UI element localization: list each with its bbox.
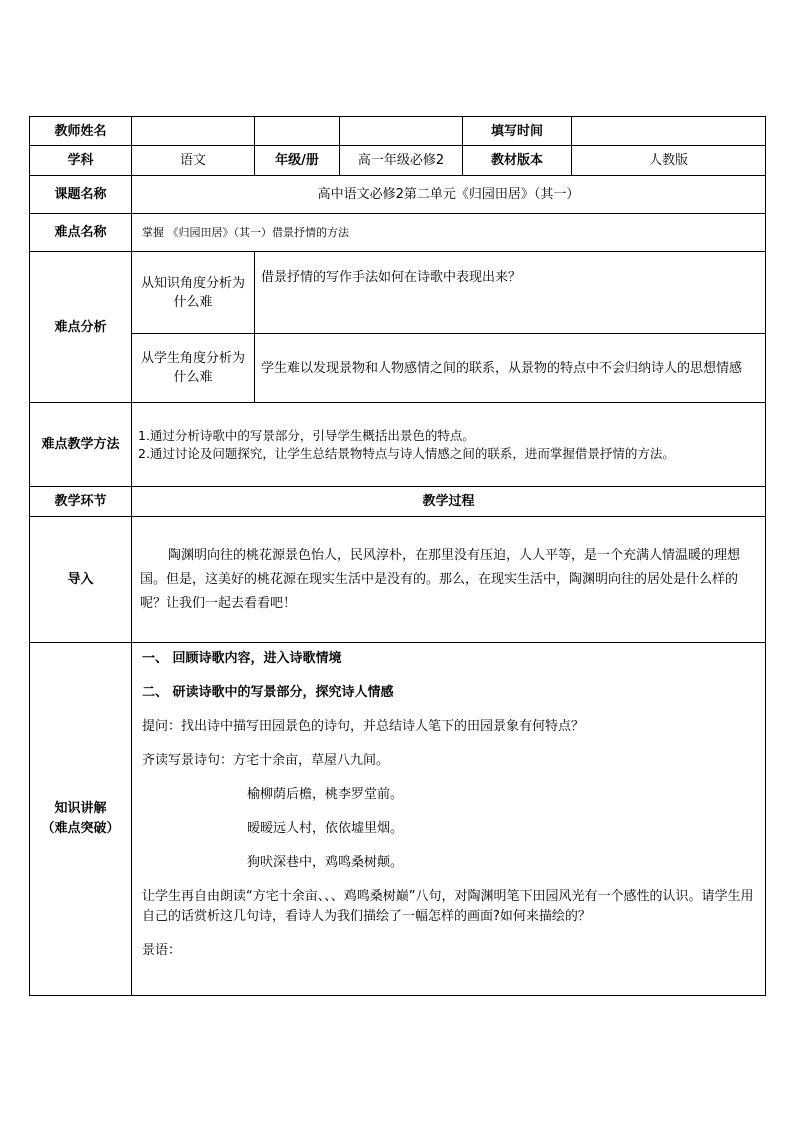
row-teacher: [30, 117, 766, 146]
verse-line-1: 榆柳荫后檐，桃李罗堂前。: [247, 787, 404, 802]
fill-time-label: 填写时间: [463, 117, 572, 146]
stage-header: 教学环节: [30, 487, 132, 517]
knowledge-content: [132, 643, 766, 996]
row-method: [30, 403, 766, 487]
intro-text: 陶渊明向往的桃花源景色怡人，民风淳朴，在那里没有压迫，人人平等，是一个充满人情温暖的理想国。但是，这美好的桃花源在现实生活中是没有的。那么，在现实生活中，陶渊明向往的居处是什么样的呢？让我们一起去看看吧！: [140, 547, 741, 611]
method-label: 难点教学方法: [30, 403, 132, 487]
question-text: 提问：找出诗中描写田园景色的诗句，并总结诗人笔下的田园景象有何特点？: [142, 719, 585, 734]
teacher-name-value: [132, 117, 255, 146]
scenery-label: 景语：: [142, 943, 182, 958]
verse-line-3: 狗吠深巷中，鸡鸣桑树颠。: [247, 855, 404, 870]
row-analysis-student: [30, 334, 766, 403]
knowledge-label-line-2: （难点突破）: [41, 821, 120, 836]
textbook-label: 教材版本: [463, 146, 572, 176]
subject-value: 语文: [132, 146, 255, 176]
method-value: [132, 403, 766, 487]
blank-cell-1: [255, 117, 340, 146]
row-analysis-knowledge: [30, 252, 766, 334]
process-header: 教学过程: [132, 487, 766, 517]
knowledge-label: [30, 643, 132, 996]
method-line-1: 1.通过分析诗歌中的写景部分，引导学生概括出景色的特点。: [138, 427, 475, 443]
grade-label: 年级/册: [255, 146, 340, 176]
difficulty-value: 掌握 《归园田居》（其一）借景抒情的方法: [132, 214, 766, 252]
grade-value: 高一年级必修2: [340, 146, 463, 176]
difficulty-label: 难点名称: [30, 214, 132, 252]
verse-line-2: 暧暧远人村，依依墟里烟。: [247, 821, 404, 836]
intro-label: 导入: [30, 517, 132, 643]
read-intro-text: 齐读写景诗句：方宅十余亩，草屋八九间。: [142, 753, 390, 768]
subject-label: 学科: [30, 146, 132, 176]
row-difficulty: [30, 214, 766, 252]
knowledge-label-line-1: 知识讲解: [54, 801, 107, 816]
knowledge-angle-label: 从知识角度分析为什么难: [132, 252, 255, 334]
row-lesson-title: [30, 176, 766, 214]
lesson-title-label: 课题名称: [30, 176, 132, 214]
teacher-name-label: 教师姓名: [30, 117, 132, 146]
row-process-header: [30, 487, 766, 517]
lesson-plan-table: [29, 116, 766, 996]
task-text: 让学生再自由朗读“方宅十余亩、、、鸡鸣桑树巅”八句，对陶渊明笔下田园风光有一个感性的认识。请学生用自己的话赏析这几句诗，看诗人为我们描绘了一幅怎样的画面?如何来描绘的？: [142, 889, 754, 924]
student-angle-label: 从学生角度分析为什么难: [132, 334, 255, 403]
row-subject: [30, 146, 766, 176]
step-2-heading: 二、 研读诗歌中的写景部分，探究诗人情感: [142, 685, 394, 700]
fill-time-value: [572, 117, 766, 146]
step-1-heading: 一、 回顾诗歌内容，进入诗歌情境: [142, 651, 342, 666]
analysis-label: 难点分析: [30, 252, 132, 403]
lesson-title-value: 高中语文必修2第二单元《归园田居》（其一）: [132, 176, 766, 214]
intro-content: [132, 517, 766, 643]
row-intro: [30, 517, 766, 643]
row-knowledge: [30, 643, 766, 996]
student-angle-value: 学生难以发现景物和人物感情之间的联系，从景物的特点中不会归纳诗人的思想情感: [255, 334, 766, 403]
method-line-2: 2.通过讨论及问题探究，让学生总结景物特点与诗人情感之间的联系，进而掌握借景抒情的方法。: [138, 445, 675, 461]
knowledge-angle-value: 借景抒情的写作手法如何在诗歌中表现出来？: [255, 252, 766, 334]
textbook-value: 人教版: [572, 146, 766, 176]
blank-cell-2: [340, 117, 463, 146]
